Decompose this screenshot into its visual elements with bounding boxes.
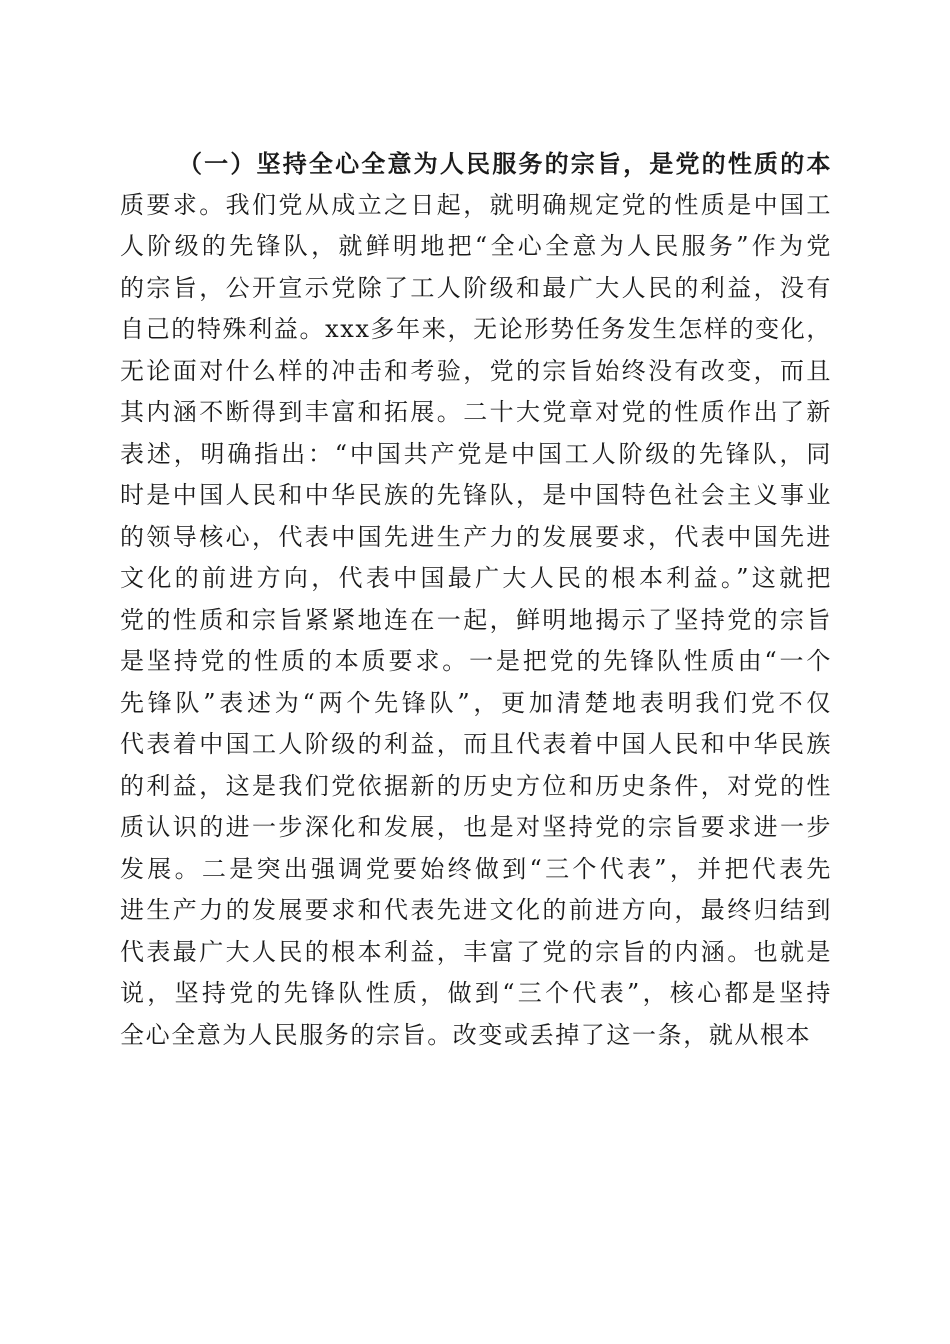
paragraph-line: 的领导核心，代表中国先进生产力的发展要求，代表中国先进 xyxy=(120,522,832,551)
paragraph-line: 的利益，这是我们党依据新的历史方位和历史条件，对党的性 xyxy=(120,771,832,800)
paragraph-line: 其内涵不断得到丰富和拓展。二十大党章对党的性质作出了新 xyxy=(120,398,832,426)
paragraph-line: 无论面对什么样的冲击和考验，党的宗旨始终没有改变，而且 xyxy=(120,356,832,385)
paragraph-line: 表述，明确指出：“中国共产党是中国工人阶级的先锋队，同 xyxy=(120,439,832,468)
paragraph-line: 文化的前进方向，代表中国最广大人民的根本利益。”这就把 xyxy=(120,564,832,592)
paragraph-line: 进生产力的发展要求和代表先进文化的前进方向，最终归结到 xyxy=(120,896,832,924)
paragraph-line-heading xyxy=(120,143,832,185)
paragraph-line: 代表着中国工人阶级的利益，而且代表着中国人民和中华民族 xyxy=(120,730,832,758)
paragraph-line: 是坚持党的性质的本质要求。一是把党的先锋队性质由“一个 xyxy=(120,647,832,675)
paragraph-line: 人阶级的先锋队，就鲜明地把“全心全意为人民服务”作为党 xyxy=(120,232,832,260)
paragraph-line: 说，坚持党的先锋队性质，做到“三个代表”，核心都是坚持 xyxy=(120,979,832,1007)
body-paragraph xyxy=(120,143,832,1056)
paragraph-line-final: 全心全意为人民服务的宗旨。改变或丢掉了这一条，就从根本 xyxy=(120,1020,812,1049)
paragraph-line: 时是中国人民和中华民族的先锋队，是中国特色社会主义事业 xyxy=(120,481,832,509)
section-heading: （一）坚持全心全意为人民服务的宗旨，是党的性质的本 xyxy=(178,149,832,178)
paragraph-line: 自己的特殊利益。xxx多年来，无论形势任务发生怎样的变化， xyxy=(120,315,832,343)
paragraph-line: 的宗旨，公开宣示党除了工人阶级和最广大人民的利益，没有 xyxy=(120,273,832,302)
paragraph-line: 发展。二是突出强调党要始终做到“三个代表”，并把代表先 xyxy=(120,854,832,883)
paragraph-line: 党的性质和宗旨紧紧地连在一起，鲜明地揭示了坚持党的宗旨 xyxy=(120,605,832,634)
paragraph-line: 代表最广大人民的根本利益，丰富了党的宗旨的内涵。也就是 xyxy=(120,937,832,966)
paragraph-line: 先锋队”表述为“两个先锋队”，更加清楚地表明我们党不仅 xyxy=(120,688,832,717)
paragraph-line: 质要求。我们党从成立之日起，就明确规定党的性质是中国工 xyxy=(120,190,832,219)
paragraph-line: 质认识的进一步深化和发展，也是对坚持党的宗旨要求进一步 xyxy=(120,813,832,841)
